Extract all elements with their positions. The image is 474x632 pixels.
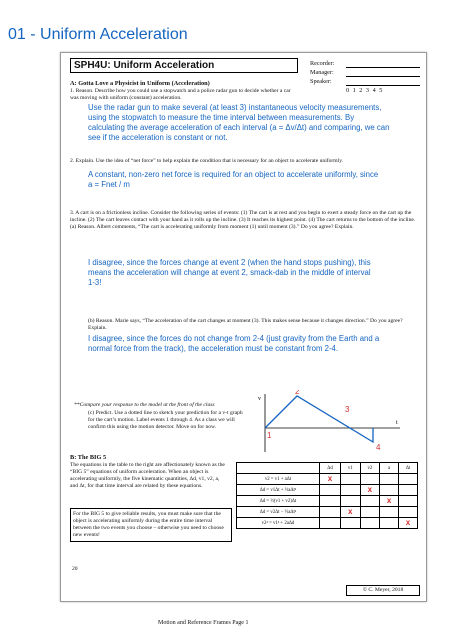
big5-intro: The equations in the table to the right are affectionately known as the “BIG 5” equations of uniform acceleration. When an object is accelerating uniformly, the five kinematic quantities, Δd, v1, v2, a, and Δt, for that time interval are related by these equations. — [70, 462, 225, 489]
section-b-heading: B: The BIG 5 — [70, 454, 107, 461]
q3c-prompt: (c) Predict. Use a dotted line to sketch your prediction for a v-t graph for the cart’s motion. Label events 1 through 4. As a class we will confirm this using the motion detector. Move on for now. — [88, 410, 243, 430]
event-label-1: 1 — [267, 431, 272, 440]
q1-text: Reason. Describe how you could use a stopwatch and a police radar gun to decide whether a car was moving with uniform (constant) acceleration. — [70, 88, 291, 101]
big5-table — [236, 462, 418, 529]
missing-mark — [320, 518, 341, 529]
recorder-line — [346, 59, 420, 68]
q3a-answer-line: 1-3! — [88, 278, 102, 287]
missing-mark: x — [399, 518, 418, 529]
q1-number: 1. — [70, 88, 75, 94]
manager-label: Manager: — [310, 69, 334, 76]
missing-mark — [320, 485, 341, 496]
equation-cell: v2 = v1 + aΔt — [237, 474, 320, 485]
missing-mark — [380, 518, 399, 529]
q2-prompt — [70, 158, 415, 165]
equation-cell: v2² = v1² + 2aΔd — [237, 518, 320, 529]
event-label-4: 4 — [376, 443, 381, 452]
table-row — [237, 507, 418, 518]
table-header: Δd — [320, 463, 341, 474]
manager-row — [310, 68, 420, 77]
missing-mark — [399, 496, 418, 507]
q3-prompt — [70, 210, 418, 231]
missing-mark — [399, 507, 418, 518]
q2-number: 2. — [70, 158, 75, 164]
v-axis-label: v — [258, 396, 261, 402]
missing-mark: x — [340, 507, 360, 518]
missing-mark — [380, 485, 399, 496]
missing-mark: x — [320, 474, 341, 485]
manager-line — [346, 68, 420, 77]
compare-note: **Compare your response to the model at the front of the class — [74, 402, 215, 408]
big5-note: For the BIG 5 to give reliable results, you must make sure that the object is accelerating uniformly during the entire time interval between the two events you choose – otherwise you need to choose new events! — [70, 508, 232, 542]
table-header: v1 — [340, 463, 360, 474]
q1-answer-line: Use the radar gun to make several (at least 3) instantaneous velocity measurements, — [88, 103, 382, 112]
table-header-row — [237, 463, 418, 474]
q3b-answer — [88, 334, 428, 354]
page-title: 01 - Uniform Acceleration — [8, 26, 188, 43]
t-axis-label: t — [396, 420, 398, 426]
course-title: SPH4U: Uniform Acceleration — [70, 58, 298, 73]
speaker-label: Speaker: — [310, 78, 332, 85]
missing-mark — [340, 518, 360, 529]
missing-mark — [360, 518, 380, 529]
vt-graph — [255, 390, 405, 458]
q3-text: A cart is on a frictionless incline. Consider the following series of events: (1) The cart is at rest and you begin to exert a steady force on the cart up the incline. (2) The cart leaves contact with your hand as it rolls up the incline. (3) It reaches its highest point. (4) The cart returns to the bottom of the incline. — [70, 210, 416, 223]
missing-mark — [320, 507, 341, 518]
q3a-prompt: (a) Reason. Albert comments, “The cart is accelerating uniformly from moment (1) until moment (3).” Do you agree? Explain. — [70, 224, 354, 230]
equation-cell: Δd = ½(v1 + v2)Δt — [237, 496, 320, 507]
role-fields — [310, 59, 420, 95]
missing-mark — [340, 496, 360, 507]
table-row — [237, 485, 418, 496]
missing-mark — [399, 485, 418, 496]
q1-prompt — [70, 88, 300, 102]
page-number: 20 — [72, 566, 78, 572]
missing-mark — [320, 496, 341, 507]
missing-mark — [380, 507, 399, 518]
missing-mark: x — [380, 496, 399, 507]
q1-answer-line: calculating the average acceleration of each interval (a = Δv/Δt) and comparing, we can — [88, 123, 390, 132]
q2-answer-line: A constant, non-zero net force is required for an object to accelerate uniformly, since — [88, 170, 379, 179]
missing-mark — [399, 474, 418, 485]
q3a-answer-line: I disagree, since the forces change at event 2 (when the hand stops pushing), this — [88, 258, 371, 267]
q3b-prompt: (b) Reason. Marie says, “The acceleration of the cart changes at moment (3). This makes sense because it changes direction.” Do you agree? Explain. — [88, 318, 403, 331]
missing-mark — [340, 485, 360, 496]
q2-text: Explain. Use the idea of “net force” to help explain the condition that is necessary for an object to accelerate uniformly. — [75, 158, 344, 164]
missing-mark — [380, 474, 399, 485]
missing-mark — [360, 507, 380, 518]
equation-cell: Δd = v1Δt + ½aΔt² — [237, 485, 320, 496]
q3a-answer — [88, 258, 428, 288]
copyright: © C. Meyer, 2018 — [346, 585, 420, 596]
event-label-2: 2 — [295, 390, 300, 396]
missing-mark — [360, 474, 380, 485]
missing-mark — [340, 474, 360, 485]
q3-number: 3. — [70, 210, 75, 216]
table-header — [237, 463, 320, 474]
table-row — [237, 496, 418, 507]
q1-answer — [88, 103, 428, 143]
q3a-answer-line: means the acceleration will change at event 2, smack-dab in the middle of interval — [88, 268, 371, 277]
velocity-line — [265, 396, 373, 442]
recorder-label: Recorder: — [310, 60, 335, 67]
q3b-answer-line: I disagree, since the forces do not change from 2-4 (just gravity from the Earth and a — [88, 334, 380, 343]
speaker-line — [346, 77, 420, 86]
footer-text: Motion and Reference Frames Page 1 — [158, 620, 249, 626]
speaker-scale: 0 1 2 3 4 5 — [346, 87, 384, 94]
table-header: Δt — [399, 463, 418, 474]
speaker-row — [310, 77, 420, 86]
q3b-answer-line: normal force from the track), the acceleration must be constant from 2-4. — [88, 344, 339, 353]
recorder-row — [310, 59, 420, 68]
equation-cell: Δd = v2Δt − ½aΔt² — [237, 507, 320, 518]
q1-answer-line: using the stopwatch to measure the time interval between measurements. By — [88, 113, 355, 122]
q2-answer — [88, 170, 428, 190]
table-row — [237, 518, 418, 529]
event-label-3: 3 — [345, 405, 350, 414]
missing-mark: x — [360, 485, 380, 496]
table-row — [237, 474, 418, 485]
section-a-heading: A: Gotta Love a Physicist in Uniform (Acceleration) — [70, 80, 210, 87]
table-header: a — [380, 463, 399, 474]
missing-mark — [360, 496, 380, 507]
table-header: v2 — [360, 463, 380, 474]
q2-answer-formula: a = Fnet / m — [88, 180, 130, 189]
q1-answer-line: see if the acceleration is constant or not. — [88, 133, 228, 142]
